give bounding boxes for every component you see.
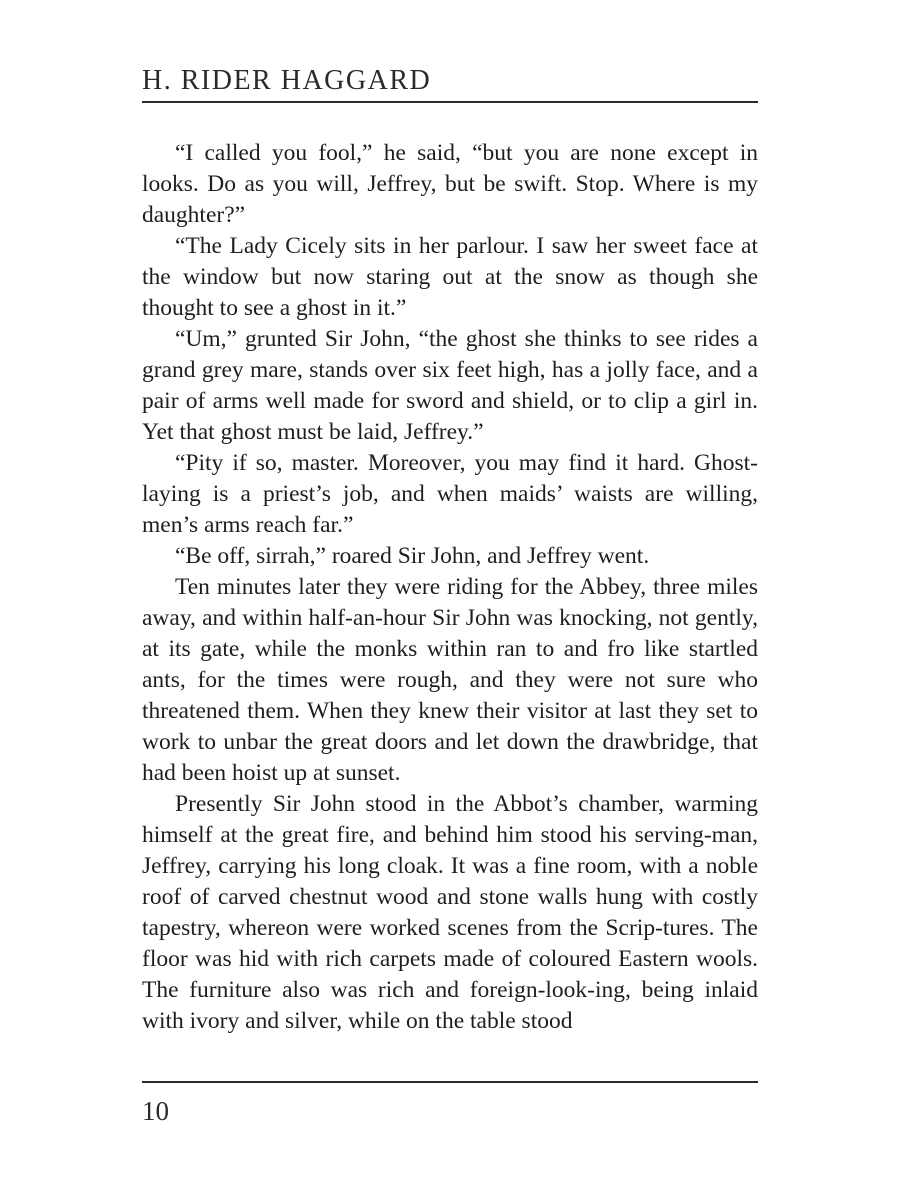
paragraph: Ten minutes later they were riding for the Abbey, three miles away, and within half-an-hour Sir John was knocking, not gently, at its gate, while the monks within ran to and fro like startled ants, for the times were rough, and they were not sure who threatened them. When they knew their visitor at last they set to work to unbar the great doors and let down the drawbridge, that had been hoist up at sunset.	[142, 574, 758, 786]
paragraph: “Um,” grunted Sir John, “the ghost she thinks to see rides a grand grey mare, stands over six feet high, has a jolly face, and a pair of arms well made for sword and shield, or to clip a girl in. Yet that ghost must be laid, Jeffrey.”	[142, 326, 758, 445]
header-rule	[142, 101, 758, 103]
paragraph: Presently Sir John stood in the Abbot’s chamber, warming himself at the great fire, and behind him stood his serving-man, Jeffrey, carrying his long cloak. It was a fine room, with a noble roof of carved chestnut wood and stone walls hung with costly tapestry, whereon were worked scenes from the Scrip-tures. The floor was hid with rich carpets made of coloured Eastern wools. The furniture also was rich and foreign-look-ing, being inlaid with ivory and silver, while on the table stood	[142, 791, 758, 1034]
paragraph: “I called you fool,” he said, “but you are none except in looks. Do as you will, Jeffrey, but be swift. Stop. Where is my daughter?”	[142, 140, 758, 228]
paragraph: “Be off, sirrah,” roared Sir John, and Jeffrey went.	[175, 543, 650, 569]
page-number: 10	[142, 1096, 169, 1126]
body-text	[142, 138, 758, 1037]
paragraph: “Pity if so, master. Moreover, you may find it hard. Ghost-laying is a priest’s job, and when maids’ waists are willing, men’s arms reach far.”	[142, 450, 758, 538]
footer-rule	[142, 1081, 758, 1083]
running-head: H. RIDER HAGGARD	[142, 65, 432, 96]
paragraph: “The Lady Cicely sits in her parlour. I saw her sweet face at the window but now staring out at the snow as though she thought to see a ghost in it.”	[142, 233, 758, 321]
